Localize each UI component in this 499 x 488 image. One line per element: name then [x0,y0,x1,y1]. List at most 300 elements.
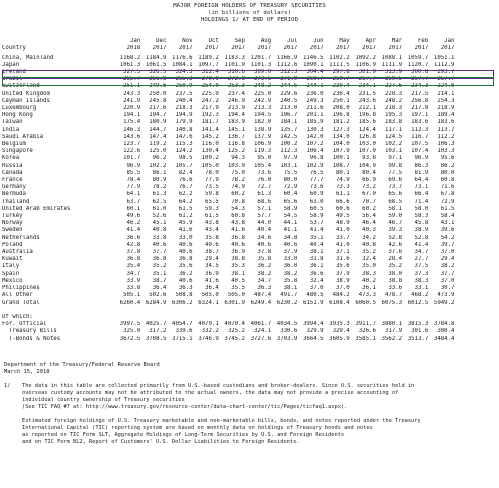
holding-value: 49.6 [126,213,141,220]
holding-value: 217.5 [411,90,429,97]
holding-value: 64.4 [414,177,429,184]
header-month: Nov [182,38,193,44]
subtotal-value: 324.1 [254,328,272,335]
holding-value: 36.8 [231,234,245,241]
holding-value: 40.6 [231,241,245,248]
holding-value: 1189.2 [198,54,219,61]
header-month: Aug [260,38,272,44]
table-row [2,163,454,170]
holding-value: 1184.9 [145,54,167,61]
holding-value: 108.7 [332,162,350,169]
subtotal-value: 4034.5 [276,321,298,328]
holding-value: 135.7 [280,126,298,133]
header-month: May [339,38,350,44]
holding-value: 106.9 [254,141,272,148]
header-month: Jul [287,38,298,44]
holding-value: 130.3 [306,126,324,133]
holding-value: 36.6 [309,270,324,277]
holding-value: 145.2 [201,133,219,140]
holding-value: 1059.7 [407,54,429,61]
table-row [2,256,454,263]
subtotal-value: 3880.1 [381,321,403,328]
country-name: Italy [2,263,20,270]
holding-value: 6230.2 [276,299,298,306]
holding-value: 37.0 [440,277,455,284]
holding-value: 63.0 [309,198,324,205]
table-row [2,177,454,184]
holding-value: 248.2 [384,97,403,104]
holding-value: 72.7 [257,184,272,191]
holding-value: 41.6 [178,227,193,234]
holding-value: 38.2 [440,263,455,270]
holding-value: 312.3 [280,69,298,75]
holding-value: 140.8 [175,126,193,133]
holding-value: 49.5 [335,213,350,220]
holding-value: 122.6 [123,148,141,155]
holding-value: 5949.2 [433,299,455,306]
holding-value: 237.5 [175,90,193,97]
holding-value: 45.9 [178,220,193,227]
holding-value: 107.5 [411,141,429,148]
subtotal-value: 317.9 [384,328,403,335]
holding-value: 38.8 [231,256,245,263]
holding-value: 39.6 [440,227,455,234]
subtotal-value: 301.6 [411,328,429,335]
holding-value: 44.1 [283,220,298,227]
table-row [2,263,454,270]
subtotal-value: 4079.1 [198,321,219,328]
header-row-years [2,45,454,52]
header-year: 2017 [362,44,376,51]
subtotal-value: 3715.1 [172,335,193,342]
holding-value: 236.4 [332,90,350,97]
holding-value: 37.8 [126,249,141,256]
subtotal-value: 3703.9 [276,335,298,342]
header-year: 2017 [231,44,245,51]
holding-value: 1168.2 [119,54,141,61]
holding-value: 236.0 [306,90,324,97]
holding-value: 182.0 [254,119,272,126]
holding-value: 6151.9 [302,299,324,306]
holding-value: 116.7 [411,133,429,140]
subtotal-value: 3664.5 [302,335,324,342]
holding-value: 183.6 [437,119,455,126]
holdings-table [2,38,454,343]
of-which-label: Of which: [2,313,33,320]
holding-value: 194.4 [227,112,245,119]
holding-value: 71.6 [440,184,455,191]
holding-value: 76.0 [257,177,272,184]
table-row [2,242,454,249]
holding-value: 196.8 [332,112,350,119]
holding-value: 62.5 [152,198,167,205]
holding-value: 124.5 [384,133,403,140]
holding-value: 234.1 [358,83,376,90]
holding-value: 58.4 [440,213,455,220]
holding-value: 36.9 [231,249,245,256]
holding-value: 34.7 [414,249,429,256]
holding-value: 38.7 [152,277,167,284]
holding-value: 94.3 [231,155,245,162]
holding-value: 473.9 [437,292,455,299]
country-name: Ireland [2,69,26,75]
holding-value: 102.2 [149,162,167,169]
holding-value: 37.0 [440,249,455,256]
holding-value: 65.6 [283,198,298,205]
subtotal-value: 329.9 [306,328,324,335]
country-name: Canada [2,169,23,176]
holding-value: 54.3 [231,205,245,212]
holding-value: 217.6 [149,105,167,112]
holding-value: 257.7 [411,76,429,83]
holding-value: 40.6 [205,241,219,248]
holding-value: 80.4 [362,169,376,176]
holding-value: 73.6 [309,184,324,191]
holding-value: 38.1 [231,270,245,277]
holding-value: 96.9 [126,162,141,169]
holding-value: 119.2 [149,141,167,148]
holding-value: 147.6 [175,133,193,140]
holding-value: 1088.1 [381,54,403,61]
holding-value: 37.1 [335,249,350,256]
holding-value: 38.2 [283,270,298,277]
holding-value: 1102.2 [329,54,350,61]
holding-value: 192.3 [201,112,219,119]
holding-value: 312.4 [201,69,219,75]
holding-value: 85.5 [126,169,141,176]
holding-value: 181.7 [201,119,219,126]
holding-value: 240.4 [175,97,193,104]
holding-value: 65.5 [205,198,219,205]
holding-value: 30.7 [440,285,455,292]
footnote [4,383,496,446]
holding-value: 34.7 [257,277,272,284]
holding-value: 57.1 [257,205,272,212]
holding-value: 217.8 [411,105,429,112]
holding-value: 1183.3 [224,54,245,61]
holding-value: 267.7 [358,76,376,83]
country-name: Brazil [2,76,23,83]
header-label-spacer [2,38,114,45]
subtotal-value: 3994.4 [302,321,324,328]
holding-value: 273.6 [254,76,272,83]
table-row [2,271,454,278]
report-holdings-line: HOLDINGS 1/ AT END OF PERIOD [200,17,299,24]
holding-value: 36.4 [205,285,219,292]
holding-value: 213.9 [227,105,245,112]
subtotal-value: 4061.7 [250,321,272,328]
holding-value: 107.9 [332,148,350,155]
holding-value: 36.1 [309,263,324,270]
holding-value: 1146.5 [302,54,324,61]
holding-value: 66.4 [414,191,429,198]
holding-value: 237.4 [227,90,245,97]
holding-value: 35.4 [126,263,141,270]
holding-value: 40.8 [152,227,167,234]
holding-value: 37.6 [388,249,403,256]
footnote-paragraph-1: The data in this table are collected primarily from U.S.-based custodians and broker-dealers. Since U.S. securities held in overseas custody accounts may not be attributed to the actual owners, the data may not provide a precise accounting of individual country ownership of Treasury securities (See TIC FAQ #7 at: http://www.treasury.gov/resource-center/data-chart-center/tic/Pages/ticfaq1.aspx). [22,383,415,410]
holding-value: 246.9 [227,97,245,104]
holding-value: 107.4 [411,148,429,155]
holding-value: 117.1 [384,126,403,133]
holding-value: 468.2 [411,292,429,299]
department-line: Department of the Treasury/Federal Reserve Board [4,362,160,368]
holding-value: 6249.4 [250,299,272,306]
holding-value: 64.1 [126,191,141,198]
table-row [2,91,454,98]
holding-value: 6324.1 [198,299,219,306]
country-name: Switzerland [2,83,40,90]
table-row [2,285,454,292]
source-notes [4,362,160,376]
holding-value: 43.4 [205,227,219,234]
holding-value: 33.0 [283,256,298,263]
subtotal-value: 332.2 [201,328,219,335]
holding-value: 86.3 [414,162,429,169]
holding-value: 77.7 [309,177,324,184]
header-month: Jan [129,38,141,44]
holding-value: 220.9 [123,105,141,112]
holding-value: 38.3 [414,277,429,284]
holding-value: 37.7 [440,270,455,277]
table-row [2,170,454,177]
holding-value: 41.4 [309,227,324,234]
holding-value: 293.7 [437,69,455,75]
subtotal-value: 4070.4 [224,321,245,328]
holding-value: 37.7 [152,249,167,256]
subtotal-value: 3745.2 [224,335,245,342]
holding-value: 254.3 [437,97,455,104]
header-year: 2017 [440,44,455,51]
holding-value: 214.1 [437,90,455,97]
subtotal-value: 3727.6 [250,335,272,342]
holding-value: 40.6 [283,241,298,248]
holding-value: 487.4 [254,292,272,299]
table-row [2,199,454,206]
holding-value: 103.3 [437,148,455,155]
holding-value: 46.7 [388,220,403,227]
holding-value: 138.9 [254,126,272,133]
holding-value: 183.8 [384,119,403,126]
holding-value: 194.7 [149,112,167,119]
table-row [2,155,454,162]
subtotal-value: 3484.4 [433,335,455,342]
holding-value: 146.3 [123,126,141,133]
holding-value: 63.7 [126,198,141,205]
holding-value: 1051.1 [433,54,455,61]
holding-value: 41.4 [414,241,429,248]
holding-value: 61.1 [335,191,350,198]
holding-value: 1092.2 [355,54,376,61]
subtotal-name: For. Official [2,321,47,328]
holding-value: 181.2 [332,119,350,126]
holding-value: 35.5 [231,285,245,292]
subtotal-value: 4054.7 [172,321,193,328]
table-row [2,148,454,155]
holding-value: 93.8 [362,155,376,162]
holding-value: 125.2 [227,148,245,155]
holding-value: 196.7 [280,112,298,119]
holding-value: 175.4 [123,119,141,126]
holding-value: 1101.3 [250,61,272,68]
holding-value: 105.0 [201,162,219,169]
holding-value: 38.1 [309,249,324,256]
holding-value: 52.8 [414,234,429,241]
country-name: Korea [2,155,20,162]
holding-value: 1061.3 [119,61,141,68]
holding-value: 41.0 [335,227,350,234]
holding-value: 78.4 [126,177,141,184]
holding-value: 257.7 [437,76,455,83]
holding-value: 41.0 [335,241,350,248]
holding-value: 76.5 [309,169,324,176]
holding-value: 6060.5 [355,299,376,306]
holding-value: 309.0 [254,69,272,75]
subtotal-value: 3911.7 [355,321,376,328]
holding-value: 38.9 [335,277,350,284]
holding-value: 59.0 [388,213,403,220]
holding-value: 300.8 [411,69,429,75]
holding-value: 61.5 [440,205,455,212]
country-name: France [2,177,23,184]
holding-value: 40.6 [178,277,193,284]
holding-value: 256.8 [149,76,167,83]
holding-value: 98.5 [178,155,193,162]
holding-value: 75.0 [231,169,245,176]
holding-value: 1111.5 [329,61,350,68]
holding-value: 61.5 [178,205,193,212]
subtotal-value: 3935.3 [329,321,350,328]
holding-value: 1101.9 [224,61,245,68]
subtotal-value: 3513.7 [407,335,429,342]
table-row [2,191,454,198]
holding-value: 77.5 [388,169,403,176]
subtotal-value: 3708.5 [145,335,167,342]
holding-value: 60.8 [231,213,245,220]
holding-value: 1106.9 [355,61,376,68]
holding-value: 113.7 [437,126,455,133]
holding-value: 36.6 [126,234,141,241]
holding-value: 1084.1 [172,61,193,68]
holding-value: 6284.9 [145,299,167,306]
holding-value: 71.4 [414,198,429,205]
country-name: Belgium [2,141,26,148]
holding-value: 42.6 [388,241,403,248]
holding-value: 36.3 [178,285,193,292]
header-month: Jun [313,38,324,44]
holding-value: 107.2 [306,141,324,148]
holding-value: 39.7 [440,241,455,248]
holding-value: 70.8 [231,198,245,205]
holding-value: 61.3 [257,191,272,198]
holding-value: 240.5 [280,97,298,104]
holding-value: 34.2 [362,234,376,241]
holding-value: 43.8 [205,220,219,227]
country-name: Japan [2,61,20,68]
holding-value: 36.9 [205,270,219,277]
holding-value: 37.0 [335,285,350,292]
holding-value: 61.5 [205,213,219,220]
of-which-row [2,314,454,321]
holding-value: 36.2 [178,270,193,277]
holding-value: 40.6 [257,241,272,248]
holding-value: 104.0 [332,141,350,148]
holding-value: 265.3 [175,76,193,83]
holding-value: 248.2 [254,83,272,90]
holding-value: 40.2 [362,277,376,284]
holding-value: 72.9 [440,198,455,205]
table-row [2,83,454,90]
holding-value: 31.6 [335,256,350,263]
holding-value: 1112.6 [276,61,298,68]
holding-value: 41.1 [283,227,298,234]
subtotal-value: 317.2 [149,328,167,335]
holding-value: 502.6 [149,292,167,299]
holding-value: 61.2 [178,213,193,220]
holding-value: 136.7 [227,133,245,140]
holding-value: 185.9 [306,119,324,126]
holding-value: 36.8 [178,256,193,263]
holding-value: 250.9 [175,83,193,90]
holding-value: 40.4 [309,241,324,248]
holding-value: 60.5 [309,205,324,212]
holding-value: 112.3 [280,148,298,155]
holding-value: 46.2 [126,220,141,227]
country-name: Thailand [2,198,30,205]
holding-value: 100.2 [280,141,298,148]
country-name: Bermuda [2,191,26,198]
holding-value: 112.2 [437,133,455,140]
holding-value: 247.2 [201,97,219,104]
holding-value: 33.8 [126,285,141,292]
subtotal-value: 3605.9 [329,335,350,342]
holding-value: 74.9 [335,177,350,184]
holding-value: 67.0 [362,191,376,198]
holding-value: 27.7 [414,256,429,263]
holding-value: 37.5 [414,263,429,270]
subtotal-value: 3784.8 [433,321,455,328]
holding-value: 60.2 [231,191,245,198]
holding-value: 97.9 [283,155,298,162]
holding-value: 96.2 [152,155,167,162]
holding-value: 58.1 [388,205,403,212]
report-subtitle: (in billions of dollars) [207,10,292,17]
holding-value: 37.9 [335,270,350,277]
holding-value: 52.8 [388,234,403,241]
holding-value: 37.3 [414,270,429,277]
holding-value: 105.4 [254,162,272,169]
holding-value: 80.0 [440,169,455,176]
holding-value: 227.6 [384,83,403,90]
holding-value: 36.2 [257,263,272,270]
holding-value: 34.5 [205,263,219,270]
holding-value: 271.9 [280,76,298,83]
holding-value: 6012.5 [407,299,429,306]
holding-value: 97.1 [388,155,403,162]
holding-value: 72.9 [283,184,298,191]
holding-value: 35.0 [362,263,376,270]
table-row [2,213,454,220]
holding-value: 41.6 [231,227,245,234]
country-name: United Kingdom [2,90,50,97]
holding-value: 112.3 [411,126,429,133]
country-name: Spain [2,270,20,277]
holding-value: 44.0 [257,220,272,227]
table-row [2,112,454,119]
report-header [0,3,499,25]
table-row [2,328,454,335]
holding-value: 480.5 [306,292,324,299]
